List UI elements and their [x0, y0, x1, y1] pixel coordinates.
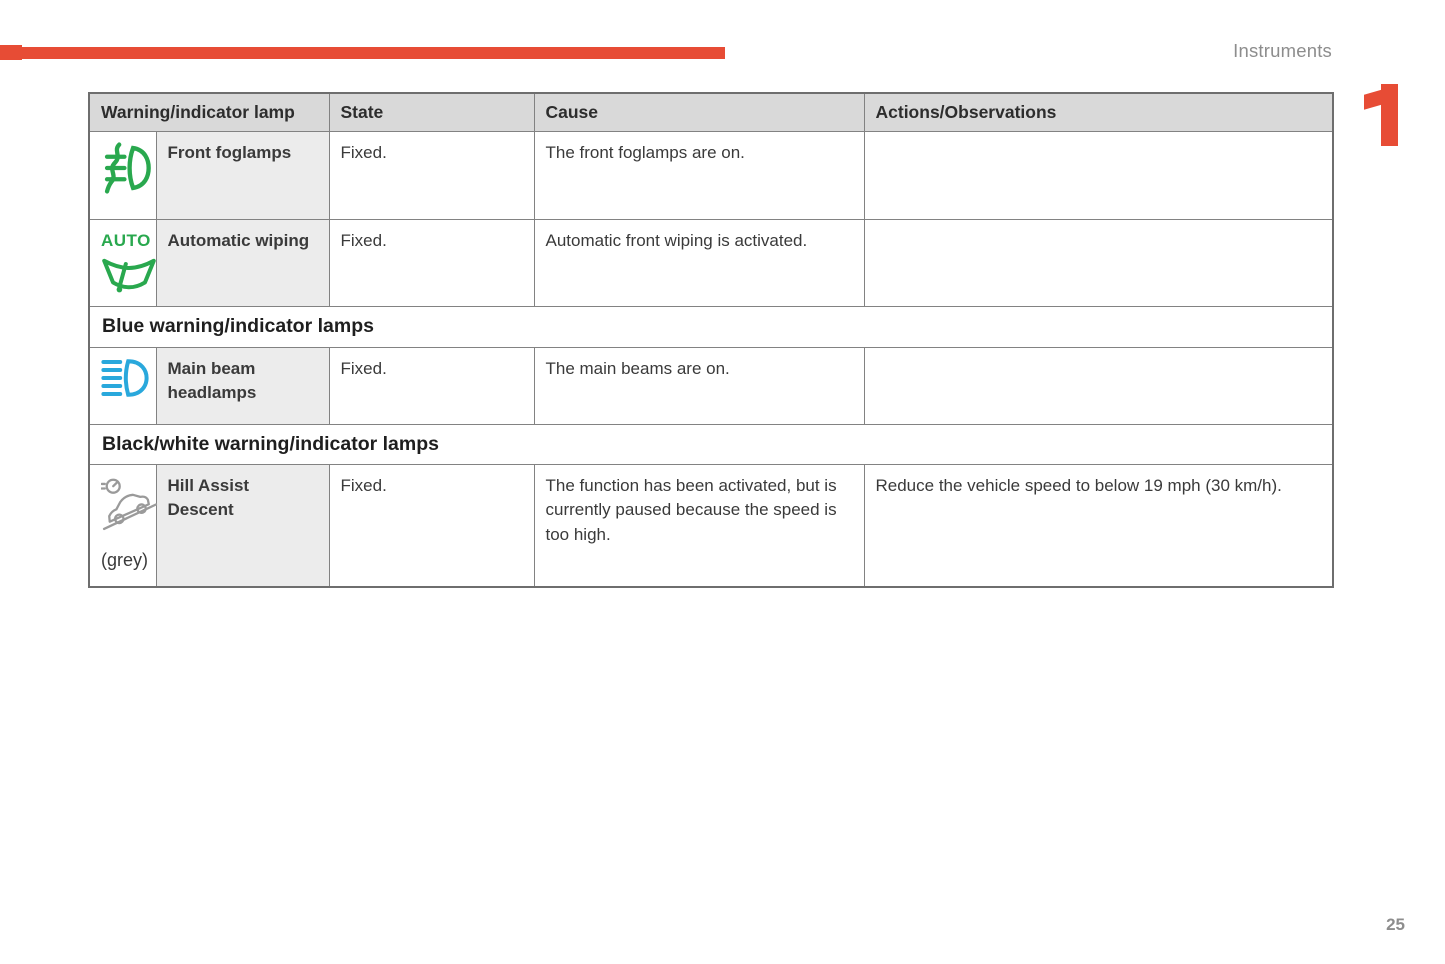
table-row [89, 219, 1333, 306]
hill-assist-descent-icon [101, 474, 159, 532]
section-header-row [89, 306, 1333, 347]
main-beam-headlamps-icon [101, 357, 149, 399]
chapter-number [1364, 84, 1398, 146]
page-header-title: Instruments [1233, 40, 1332, 61]
table-row [89, 347, 1333, 424]
lamp-cause: The function has been activated, but is currently paused because the speed is too high. [534, 465, 864, 587]
lamp-name: Main beam headlamps [156, 347, 329, 424]
lamp-state: Fixed. [329, 219, 534, 306]
front-foglamps-icon [101, 141, 153, 195]
auto-wiping-icon-label: AUTO [101, 230, 151, 250]
table-row [89, 465, 1333, 587]
table-header-row [89, 93, 1333, 131]
section-header-label: Blue warning/indicator lamps [89, 306, 1333, 347]
indicator-lamp-table [88, 92, 1334, 588]
lamp-actions: Reduce the vehicle speed to below 19 mph (30 km/h). [864, 465, 1333, 587]
lamp-actions [864, 219, 1333, 306]
lamp-state: Fixed. [329, 347, 534, 424]
lamp-cause: The front foglamps are on. [534, 131, 864, 219]
lamp-actions [864, 347, 1333, 424]
lamp-icon-note: (grey) [101, 550, 149, 571]
page-number: 25 [1386, 915, 1405, 934]
lamp-cause: Automatic front wiping is activated. [534, 219, 864, 306]
accent-bar [0, 47, 725, 59]
automatic-wiping-icon [101, 255, 157, 297]
lamp-actions [864, 131, 1333, 219]
table-row [89, 131, 1333, 219]
lamp-state: Fixed. [329, 465, 534, 587]
col-header-state: State [329, 93, 534, 131]
col-header-cause: Cause [534, 93, 864, 131]
lamp-name: Automatic wiping [156, 219, 329, 306]
lamp-cause: The main beams are on. [534, 347, 864, 424]
col-header-actions: Actions/Observations [864, 93, 1333, 131]
lamp-name: Hill Assist Descent [156, 465, 329, 587]
lamp-name: Front foglamps [156, 131, 329, 219]
chapter-number-stem [1381, 84, 1398, 146]
col-header-lamp: Warning/indicator lamp [89, 93, 329, 131]
section-header-row [89, 424, 1333, 465]
section-header-label: Black/white warning/indicator lamps [89, 424, 1333, 465]
lamp-state: Fixed. [329, 131, 534, 219]
